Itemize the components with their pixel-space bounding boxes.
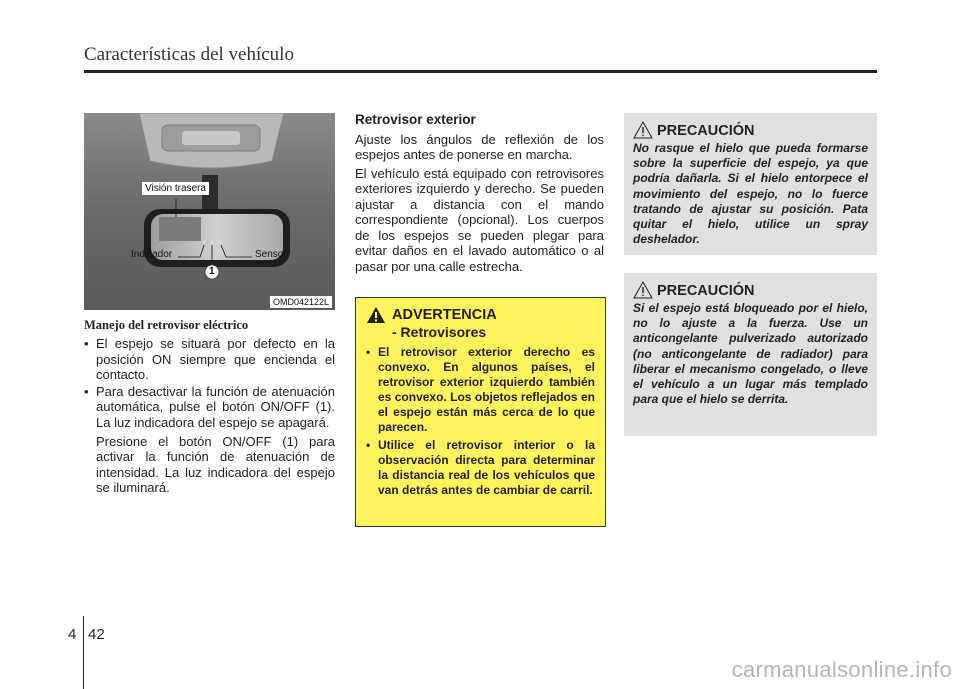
caution-title: PRECAUCIÓN <box>657 122 755 139</box>
exterior-mirror-heading: Retrovisor exterior <box>355 112 476 127</box>
list-item <box>84 336 335 382</box>
warning-header <box>366 306 595 324</box>
indent-paragraph: Presione el botón ON/OFF (1) para activar la función de atenuación de intensidad. La luz indicadora del espejo se iluminará. <box>96 434 335 495</box>
figure-code: OMD042122L <box>270 296 332 308</box>
bullet-text: El retrovisor exterior derecho es convexo. En algunos países, el retrovisor exterior izquierdo también es convexo. Los objetos reflejados en el espejo están más cerca de lo que parecen. <box>378 345 595 434</box>
warning-triangle-icon <box>366 306 386 324</box>
warning-box <box>355 297 606 527</box>
list-item <box>366 345 595 435</box>
middle-column <box>355 112 604 277</box>
bullet-text: El espejo se situará por defecto en la posición ON siempre que encienda el contacto. <box>96 336 335 382</box>
warning-subtitle: - Retrovisores <box>392 324 487 340</box>
caution-box <box>624 113 877 255</box>
caution-box <box>624 273 877 436</box>
page-number: 42 <box>88 626 105 643</box>
sensor-label: Sensor <box>255 249 287 260</box>
caution-title: PRECAUCIÓN <box>657 282 755 299</box>
header-rule <box>84 70 877 73</box>
watermark: carmanualsonline.info <box>731 657 952 682</box>
bullet-text: Utilice el retrovisor interior o la observación directa para determinar la distancia real de los vehículos que van detrás antes de cambiar de carril. <box>378 438 595 497</box>
page-header-title: Características del vehículo <box>84 44 294 65</box>
caution-header <box>633 281 868 299</box>
bullet-dot: • <box>84 384 89 400</box>
caution-header <box>633 121 868 139</box>
caution-text: Si el espejo está bloqueado por el hielo, no lo ajuste a la fuerza. Use un anticongelante pulverizado autorizado (no anticongelante de radiador) para liberar el mecanismo congelado, o lleve el vehículo a un lugar más templado para que el hielo se derrita. <box>633 301 868 407</box>
warning-title: ADVERTENCIA <box>392 306 497 323</box>
left-column <box>84 318 335 495</box>
electric-mirror-heading: Manejo del retrovisor eléctrico <box>84 318 249 332</box>
caution-triangle-icon <box>633 281 653 299</box>
indicator-label: Indicador <box>131 249 173 260</box>
chapter-number: 4 <box>68 626 77 643</box>
paragraph: El vehículo está equipado con retrovisores exteriores izquierdo y derecho. Se pueden ajustar a distancia con el mando correspondiente (opcional). Los cuerpos de los espejos se pueden plegar para evitar daños en el lavado automático o al pasar por una calle estrecha. <box>355 165 604 274</box>
button-number-label: 1 <box>209 266 215 277</box>
caution-text: No rasque el hielo que pueda formarse sobre la superficie del espejo, ya que podría dañarla. Si el hielo entorpece el movimiento del espejo, no lo fuerce tratando de ajustar su posición. Pata quitar el hielo, utilice un spray deshelador. <box>633 141 868 247</box>
list-item <box>84 384 335 430</box>
mirror-illustration <box>84 113 335 310</box>
mirror-figure <box>84 113 335 310</box>
bullet-text: Para desactivar la función de atenuación automática, pulse el botón ON/OFF (1). La luz indicadora del espejo se apagará. <box>96 384 335 430</box>
footer-rule <box>83 616 84 689</box>
list-item <box>366 438 595 498</box>
bullet-dot: • <box>84 336 89 352</box>
bullet-dot: • <box>366 438 371 452</box>
rear-view-label: Visión trasera <box>142 182 209 195</box>
caution-triangle-icon <box>633 121 653 139</box>
bullet-dot: • <box>366 345 371 359</box>
paragraph: Ajuste los ángulos de reflexión de los espejos antes de ponerse en marcha. <box>355 131 604 162</box>
